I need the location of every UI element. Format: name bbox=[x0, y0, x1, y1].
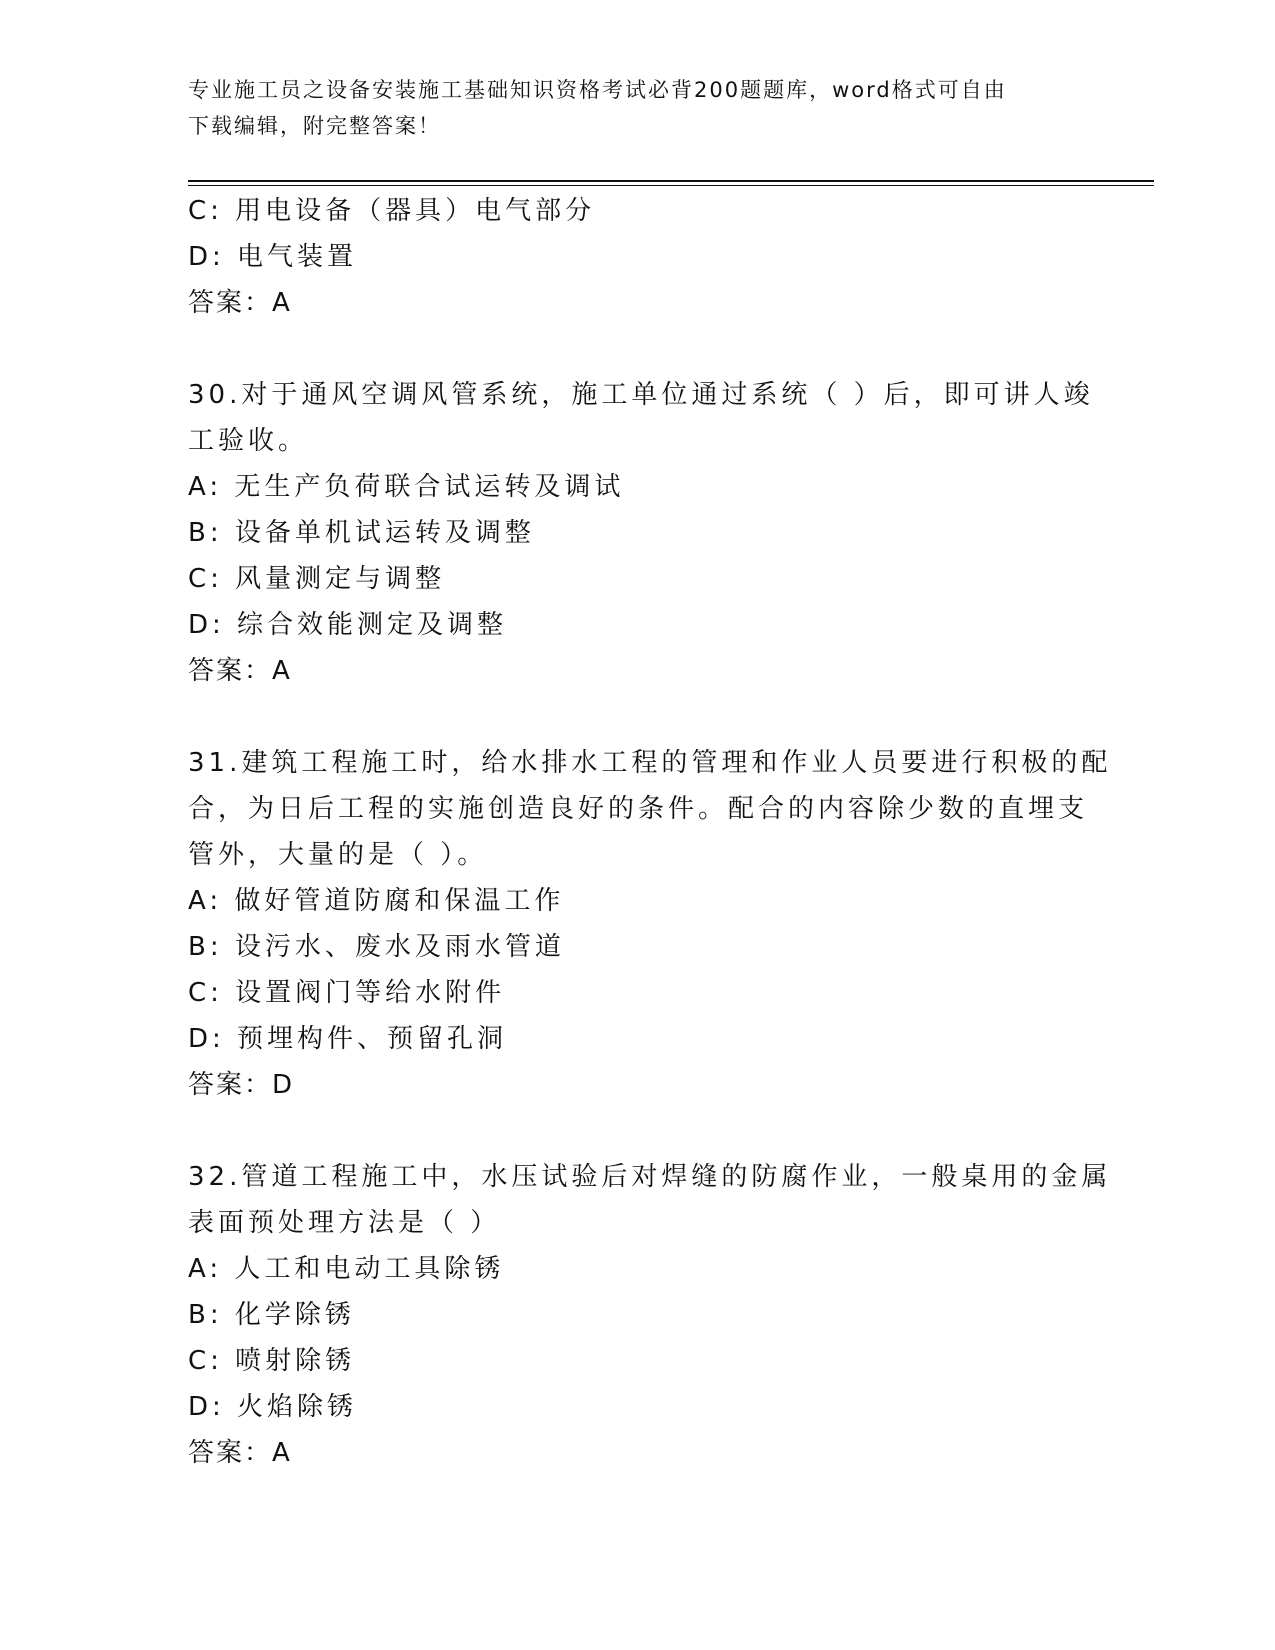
question-text-line: 工验收。 bbox=[188, 426, 309, 456]
option-c: C: 风量测定与调整 bbox=[188, 564, 446, 594]
question-32 bbox=[188, 1154, 1112, 1476]
option-c: C: 用电设备（器具）电气部分 bbox=[188, 196, 596, 226]
option-c: C: 设置阀门等给水附件 bbox=[188, 978, 506, 1008]
header-line-2: 下载编辑，附完整答案！ bbox=[188, 114, 441, 138]
question-text bbox=[188, 740, 1112, 878]
option-b: B: 设备单机试运转及调整 bbox=[188, 518, 535, 548]
header-line-1: 专业施工员之设备安装施工基础知识资格考试必背200题题库，word格式可自由 bbox=[188, 78, 1007, 102]
question-text-line: 30.对于通风空调风管系统，施工单位通过系统（ ）后，即可讲人竣 bbox=[188, 380, 1094, 410]
option-d: D: 电气装置 bbox=[188, 242, 358, 272]
answer-line: 答案：D bbox=[188, 1070, 295, 1100]
header-divider-thick bbox=[188, 180, 1154, 182]
option-a: A: 人工和电动工具除锈 bbox=[188, 1254, 505, 1284]
question-text-line: 合，为日后工程的实施创造良好的条件。配合的内容除少数的直埋支 bbox=[188, 794, 1089, 824]
header-divider-thin bbox=[188, 185, 1154, 186]
question-text-line: 32.管道工程施工中，水压试验后对焊缝的防腐作业，一般桌用的金属 bbox=[188, 1162, 1112, 1192]
question-text bbox=[188, 1154, 1112, 1246]
answer-line: 答案：A bbox=[188, 1438, 292, 1468]
answer-line: 答案：A bbox=[188, 288, 292, 318]
question-text-line: 表面预处理方法是（ ） bbox=[188, 1208, 501, 1238]
option-a: A: 做好管道防腐和保温工作 bbox=[188, 886, 565, 916]
option-b: B: 设污水、废水及雨水管道 bbox=[188, 932, 565, 962]
option-c: C: 喷射除锈 bbox=[188, 1346, 356, 1376]
answer-line: 答案：A bbox=[188, 656, 292, 686]
option-d: D: 预埋构件、预留孔洞 bbox=[188, 1024, 508, 1054]
option-d: D: 综合效能测定及调整 bbox=[188, 610, 508, 640]
document-header bbox=[188, 72, 1088, 144]
question-text-line: 管外，大量的是（ ）。 bbox=[188, 840, 488, 870]
question-30 bbox=[188, 372, 1094, 694]
option-a: A: 无生产负荷联合试运转及调试 bbox=[188, 472, 625, 502]
prev-question-block bbox=[188, 188, 1088, 326]
document-body bbox=[188, 188, 1112, 1476]
question-text-line: 31.建筑工程施工时，给水排水工程的管理和作业人员要进行积极的配 bbox=[188, 748, 1112, 778]
question-text bbox=[188, 372, 1094, 464]
option-d: D: 火焰除锈 bbox=[188, 1392, 358, 1422]
question-31 bbox=[188, 740, 1112, 1108]
option-b: B: 化学除锈 bbox=[188, 1300, 355, 1330]
